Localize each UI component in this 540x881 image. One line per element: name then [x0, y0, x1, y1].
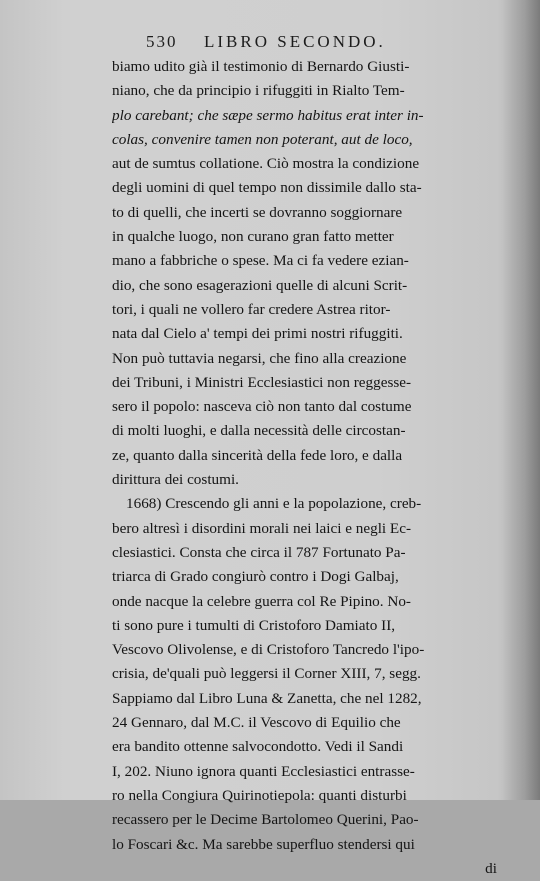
text-line: Sappiamo dal Libro Luna & Zanetta, che nel 1282,: [112, 689, 422, 707]
text-line: di molti luoghi, e dalla necessità delle circostan-: [112, 422, 406, 440]
text-line: tori, i quali ne vollero far credere Astrea ritor-: [112, 300, 391, 318]
text-line: era bandito ottenne salvocondotto. Vedi il Sandi: [112, 738, 404, 756]
text-line: bero altresì i disordini morali nei laici e negli Ec-: [112, 519, 412, 537]
text-line: mano a fabbriche o spese. Ma ci fa vedere ezian-: [112, 252, 409, 270]
text-line: to di quelli, che incerti se dovranno soggiornare: [112, 203, 403, 221]
text-line: lo Foscari &c. Ma sarebbe superfluo stendersi qui: [112, 835, 415, 853]
text-line: dirittura dei costumi.: [112, 471, 239, 489]
text-line: dei Tribuni, i Ministri Ecclesiastici non reggesse-: [112, 373, 412, 391]
text-line: Non può tuttavia negarsi, che fino alla creazione: [112, 349, 407, 367]
text-line: ze, quanto dalla sincerità della fede loro, e dalla: [112, 446, 403, 464]
text-line: niano, che da principio i rifuggiti in Rialto Tem-: [112, 82, 405, 100]
text-line: recassero per le Decime Bartolomeo Querini, Pao-: [112, 811, 419, 829]
text-line: ro nella Congiura Quirinotiepola: quanti disturbi: [112, 786, 407, 804]
catchword: di: [485, 859, 497, 877]
text-line: onde nacque la celebre guerra col Re Pipino. No-: [112, 592, 411, 610]
running-title: LIBRO SECONDO.: [204, 32, 386, 51]
text-line: nata dal Cielo a' tempi dei primi nostri rifuggiti.: [112, 325, 403, 343]
text-line: degli uomini di quel tempo non dissimile dallo sta-: [112, 179, 422, 197]
text-line: ti sono pure i tumulti di Cristoforo Damiato II,: [112, 616, 396, 634]
text-line: colas, convenire tamen non poterant, aut de loco,: [112, 130, 413, 148]
text-line: plo carebant; che sæpe sermo habitus erat inter in-: [112, 106, 424, 124]
text-line: clesiastici. Consta che circa il 787 Fortunato Pa-: [112, 543, 406, 561]
page-body-text: [112, 55, 497, 881]
text-line: 1668) Crescendo gli anni e la popolazione, creb-: [126, 495, 422, 513]
text-line: in qualche luogo, non curano gran fatto metter: [112, 228, 394, 246]
text-line: dio, che sono esagerazioni quelle di alcuni Scrit-: [112, 276, 408, 294]
text-line: aut de sumtus collatione. Ciò mostra la condizione: [112, 155, 420, 173]
text-line: sero il popolo: nasceva ciò non tanto dal costume: [112, 398, 412, 416]
text-line: 24 Gennaro, dal M.C. il Vescovo di Equilio che: [112, 714, 401, 732]
text-line: biamo udito già il testimonio di Bernardo Giusti-: [112, 58, 410, 75]
page-number: 530: [146, 32, 178, 51]
text-line: crisia, de'quali può leggersi il Corner XIII, 7, segg.: [112, 665, 421, 683]
text-line: Vescovo Olivolense, e di Cristoforo Tancredo l'ipo-: [112, 641, 425, 659]
text-line: I, 202. Niuno ignora quanti Ecclesiastici entrasse-: [112, 762, 415, 780]
text-line: triarca di Grado congiurò contro i Dogi Galbaj,: [112, 568, 399, 586]
page-gutter-shadow: [502, 0, 540, 800]
